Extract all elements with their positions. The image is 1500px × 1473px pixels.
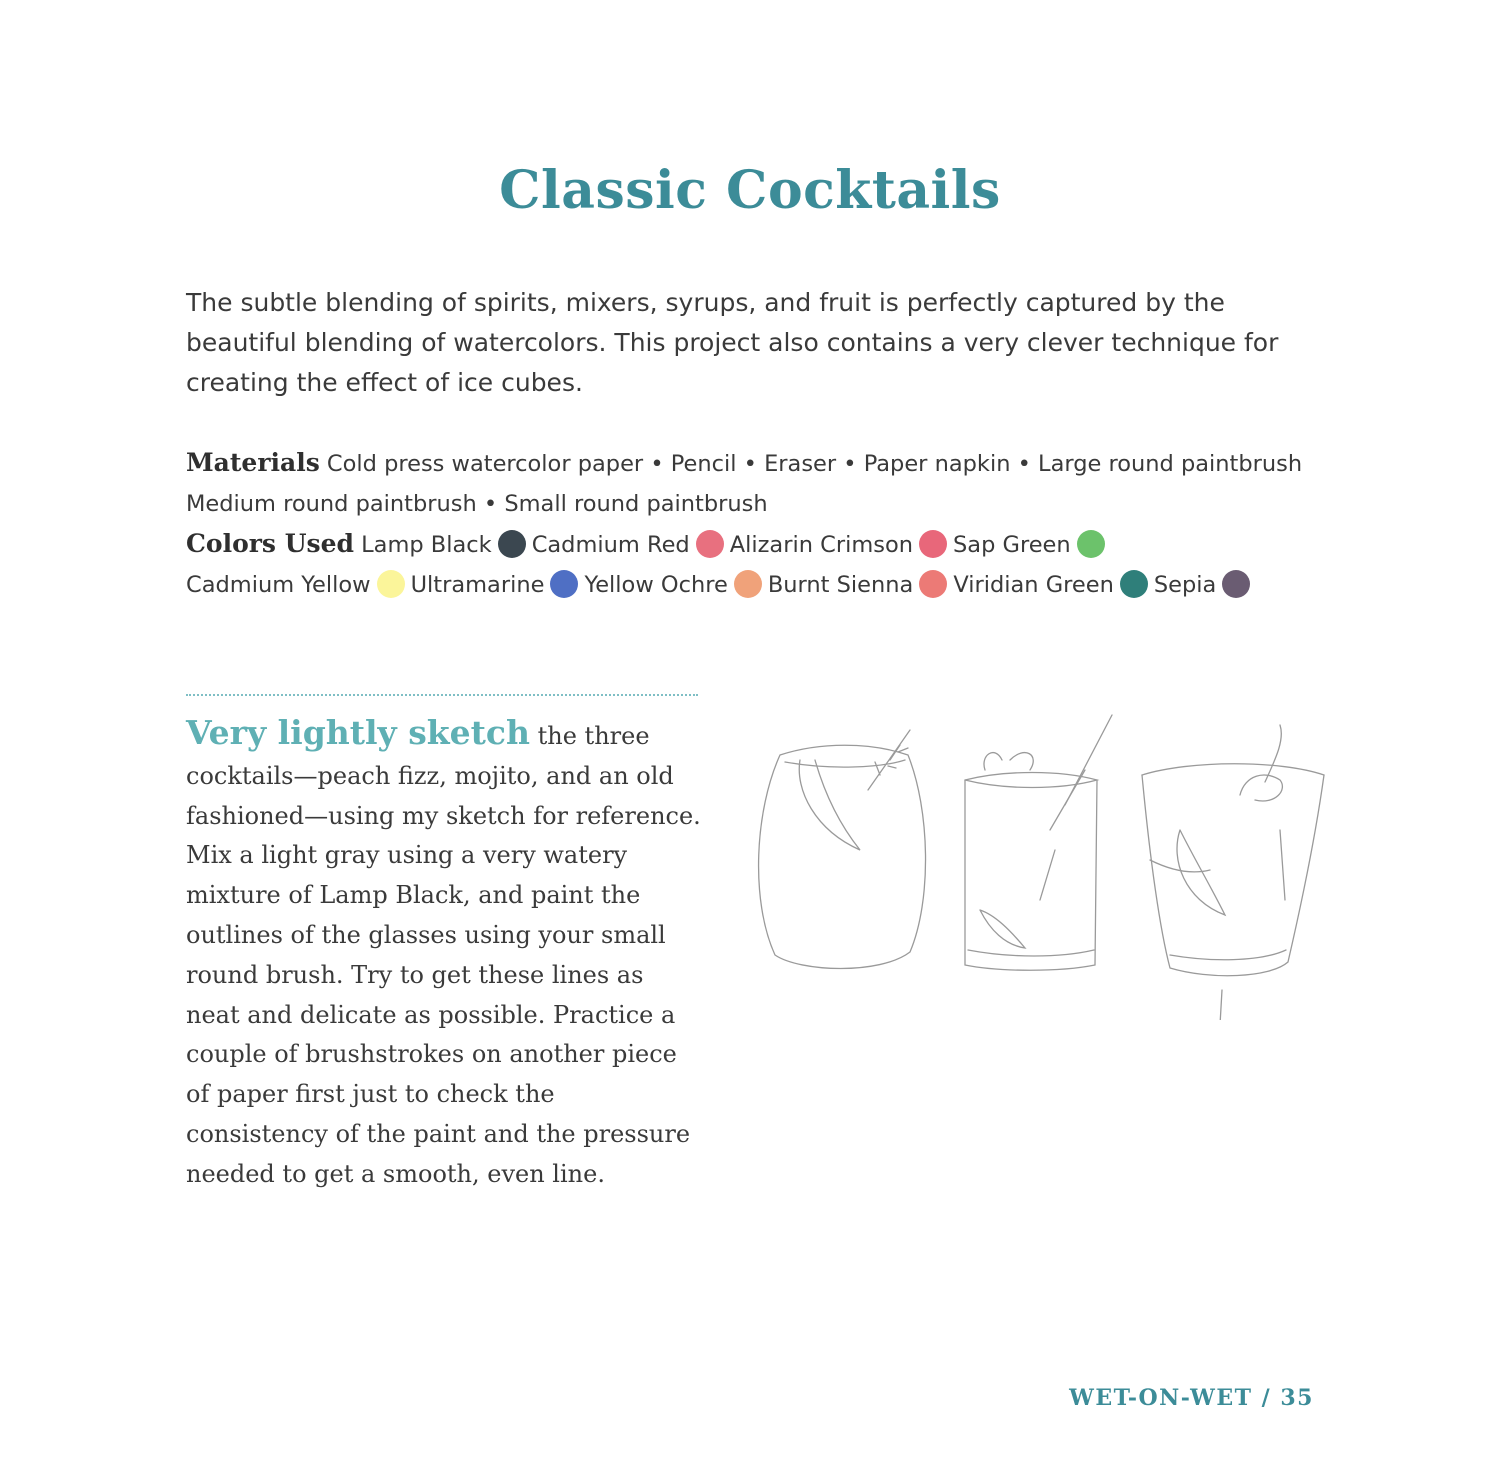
color-name: Cadmium Red — [531, 532, 690, 558]
materials-list-1: Cold press watercolor paper • Pencil • Eraser • Paper napkin • Large round paintbrush — [326, 451, 1303, 477]
peach-fizz-glass-sketch — [759, 730, 926, 969]
color-swatch-burnt-sienna — [919, 570, 947, 598]
color-swatch-sepia — [1222, 570, 1250, 598]
cocktail-sketch-illustration — [740, 700, 1340, 1020]
color-name: Ultramarine — [410, 571, 545, 598]
colors-line-1 — [186, 524, 1306, 566]
materials-line-1 — [186, 443, 1306, 485]
colors-line-2 — [186, 566, 1306, 606]
color-name: Sepia — [1153, 571, 1217, 598]
color-name: Cadmium Yellow — [186, 571, 371, 598]
color-swatch-cadmium-yellow — [377, 570, 405, 598]
color-name: Yellow Ochre — [584, 571, 728, 598]
step-body: the three cocktails—peach fizz, mojito, and an old fashioned—using my sketch for reference. Mix a light gray using a very watery mixture of Lamp Black, and paint the outlines of the glasses using your small round brush. Try to get these lines as neat and delicate as possible. Practice a couple of brushstrokes on another piece of paper first just to check the consistency of the paint and the pressure needed to get a smooth, even line. — [186, 722, 701, 1188]
page-title: Classic Cocktails — [499, 160, 1001, 221]
page-footer: WET-ON-WET / 35 — [1069, 1385, 1314, 1411]
section-divider — [186, 694, 698, 696]
materials-label: Materials — [186, 448, 320, 477]
color-swatch-yellow-ochre — [734, 570, 762, 598]
colors-used-label: Colors Used — [186, 529, 354, 558]
materials-colors-block — [186, 443, 1306, 605]
color-swatch-ultramarine — [550, 570, 578, 598]
color-name: Alizarin Crimson — [729, 532, 914, 558]
color-swatch-lamp-black — [498, 530, 526, 558]
old-fashioned-glass-sketch — [1142, 725, 1324, 1020]
color-swatch-alizarin-crimson — [919, 530, 947, 558]
materials-list-2: Medium round paintbrush • Small round paintbrush — [186, 490, 768, 517]
step-paragraph — [186, 713, 701, 1195]
color-swatch-sap-green — [1077, 530, 1105, 558]
step-lead: Very lightly sketch — [186, 713, 530, 752]
intro-paragraph: The subtle blending of spirits, mixers, syrups, and fruit is perfectly captured by the beautiful blending of watercolors. This project also contains a very clever technique for creating the effect of ice cubes. — [186, 288, 1279, 397]
color-swatch-cadmium-red — [696, 530, 724, 558]
color-swatch-viridian-green — [1120, 570, 1148, 598]
color-name: Burnt Sienna — [767, 571, 914, 598]
color-name: Viridian Green — [953, 571, 1114, 598]
materials-line-2 — [186, 485, 1306, 525]
color-name: Sap Green — [953, 532, 1071, 558]
mojito-glass-sketch — [965, 715, 1112, 970]
color-name: Lamp Black — [361, 532, 492, 558]
